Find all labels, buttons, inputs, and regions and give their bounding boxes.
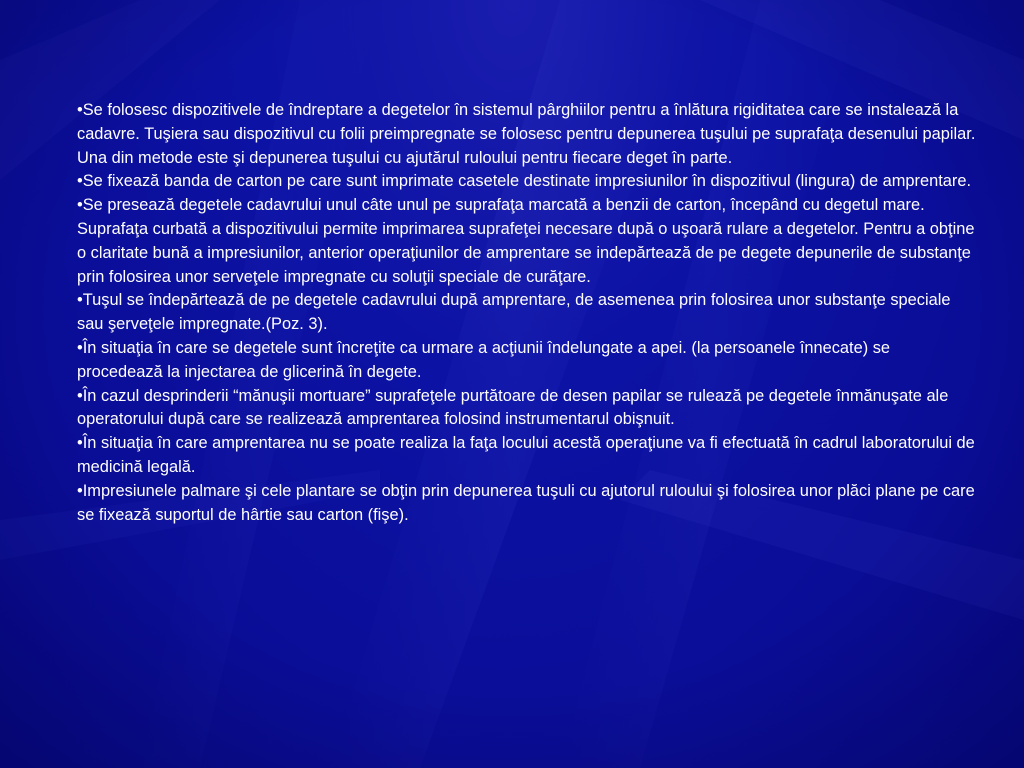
bullet-paragraph-8: •Impresiunele palmare şi cele plantare se obţin prin depunerea tuşuli cu ajutorul ruloului şi folosirea unor plăci plane pe care se fixează suportul de hârtie sau carton (fişe). [77,481,975,524]
slide-body-text [77,99,977,527]
bullet-paragraph-1: •Se folosesc dispozitivele de îndreptare a degetelor în sistemul pârghiilor pentru a înlătura rigiditatea care se instalează la cadavre. Tuşiera sau dispozitivul cu folii preimpregnate se folosesc pentru depunerea tuşului pe suprafaţa desenului papilar. Una din metode este şi depunerea tuşului cu ajutărul ruloului pentru fiecare deget în parte. [77,101,976,167]
bullet-paragraph-3: •Se presează degetele cadavrului unul câte unul pe suprafaţa marcată a benzii de carton, începând cu degetul mare. Suprafaţa curbată a dispozitivului permite imprimarea suprafeţei necesare după o uşoară rulare a degetelor. Pentru a obţine o claritate bună a impresiunilor, anterior operaţiunilor de amprentare se indepărtează de pe degete depunerile de substanţe prin folosirea unor serveţele impregnate cu soluţii speciale de curăţare. [77,196,975,286]
bullet-paragraph-2: •Se fixează banda de carton pe care sunt imprimate casetele destinate impresiunilor în dispozitivul (lingura) de amprentare. [77,172,972,191]
bullet-paragraph-5: •În situaţia în care se degetele sunt încreţite ca urmare a acţiunii îndelungate a apei. (la persoanele înnecate) se procedează la injectarea de glicerină în degete. [77,338,891,381]
bullet-paragraph-7: •În situaţia în care amprentarea nu se poate realiza la faţa locului acestă operaţiune va fi efectuată în cadrul laboratorului de medicină legală. [77,434,975,476]
bullet-paragraph-4: •Tuşul se îndepărtează de pe degetele cadavrului după amprentare, de asemenea prin folosirea unor substanţe speciale sau şerveţele impregnate.(Poz. 3). [77,291,951,334]
bullet-paragraph-6: •În cazul desprinderii “mănuşii mortuare” suprafeţele purtătoare de desen papilar se rulează pe degetele înmănuşate ale operatorului după care se realizează amprentarea folosind instrumentarul obişnuit. [77,386,949,429]
